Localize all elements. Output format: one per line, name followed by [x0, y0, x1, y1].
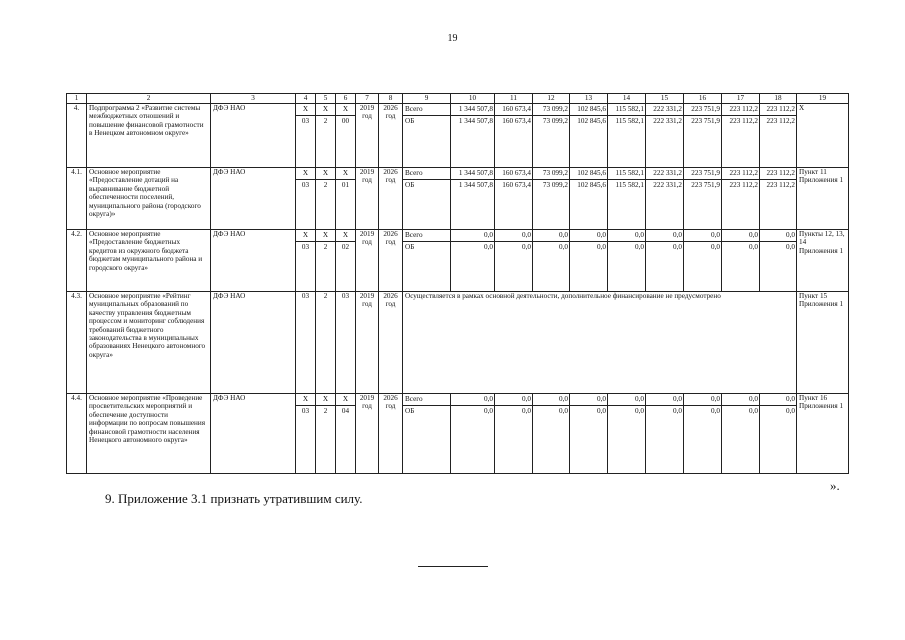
code-c4: [296, 394, 316, 474]
code-c4: [296, 230, 316, 292]
column-number: 4: [296, 94, 316, 104]
amount-cell: [495, 230, 533, 292]
amount-value: 0,0: [570, 241, 607, 253]
cell-line: 01: [336, 179, 355, 191]
amount-cell: [451, 168, 495, 230]
amount-value: 0,0: [522, 395, 531, 403]
amount-value: 223 112,2: [766, 169, 795, 177]
amount-cell: [533, 230, 570, 292]
start-year: 2019 год: [356, 292, 379, 394]
start-year: 2019 год: [356, 230, 379, 292]
column-number: 5: [316, 94, 336, 104]
code-c5: [316, 230, 336, 292]
event-name: Основное мероприятие «Предоставление бюджетных кредитов из окружного бюджета бюджетам муниципального района и городского округа»: [87, 230, 211, 292]
code-c6: [336, 168, 356, 230]
amount-cell: [760, 230, 797, 292]
amount-value: 223 751,9: [691, 169, 720, 177]
amount-value: 0,0: [646, 241, 683, 253]
funding-source: [403, 230, 451, 292]
amount-value: 0,0: [522, 231, 531, 239]
code-c6: 03: [336, 292, 356, 394]
executor: ДФЭ НАО: [211, 230, 296, 292]
amount-value: 0,0: [684, 405, 721, 417]
amount-cell: [646, 394, 684, 474]
cell-line: Х: [302, 105, 309, 113]
amount-value: 0,0: [484, 231, 493, 239]
column-number: 13: [570, 94, 608, 104]
executor: ДФЭ НАО: [211, 168, 296, 230]
amount-value: 0,0: [673, 395, 682, 403]
amount-cell: [608, 104, 646, 168]
funding-source: [403, 104, 451, 168]
cell-line: ОБ: [403, 179, 450, 191]
amount-cell: [646, 104, 684, 168]
column-number: 12: [533, 94, 570, 104]
cell-line: 2: [316, 179, 335, 191]
amount-value: 0,0: [597, 395, 606, 403]
cell-line: Х: [342, 395, 349, 403]
amount-cell: [533, 104, 570, 168]
cell-line: 00: [336, 115, 355, 127]
row-number: 4.4.: [67, 394, 87, 474]
amount-cell: [451, 104, 495, 168]
amount-cell: [760, 168, 797, 230]
code-c5: [316, 168, 336, 230]
cell-line: Х: [302, 395, 309, 403]
program-reference: Пункт 16 Приложения 1: [797, 394, 849, 474]
column-number: 8: [379, 94, 403, 104]
row-number: 4.: [67, 104, 87, 168]
program-reference: Пункты 12, 13, 14 Приложения 1: [797, 230, 849, 292]
amount-cell: [608, 168, 646, 230]
cell-line: ОБ: [403, 115, 450, 127]
amount-value: 160 673,4: [502, 169, 531, 177]
amount-value: 0,0: [533, 405, 569, 417]
amount-value: 102 845,6: [577, 105, 606, 113]
row-number: 4.2.: [67, 230, 87, 292]
amount-value: 115 582,1: [608, 179, 645, 191]
amount-value: 0,0: [646, 405, 683, 417]
column-number: 14: [608, 94, 646, 104]
amount-value: 222 331,2: [646, 115, 683, 127]
amount-value: 0,0: [786, 395, 795, 403]
amount-cell: [570, 104, 608, 168]
amount-value: 115 582,1: [615, 169, 644, 177]
amount-cell: [451, 230, 495, 292]
amount-value: 0,0: [451, 405, 494, 417]
merged-note: Осуществляется в рамках основной деятельности, дополнительное финансирование не предусмотрено: [403, 292, 797, 394]
cell-line: Всего: [405, 169, 423, 177]
amount-value: 0,0: [635, 231, 644, 239]
amount-value: 0,0: [711, 395, 720, 403]
amount-value: 0,0: [635, 395, 644, 403]
amount-value: 0,0: [749, 231, 758, 239]
amount-value: 0,0: [749, 395, 758, 403]
amount-value: 0,0: [673, 231, 682, 239]
cell-line: Всего: [405, 105, 423, 113]
amount-value: 223 112,2: [760, 115, 796, 127]
code-c6: [336, 394, 356, 474]
amount-cell: [684, 104, 722, 168]
cell-line: 2: [316, 241, 335, 253]
amount-value: 0,0: [760, 241, 796, 253]
cell-line: 02: [336, 241, 355, 253]
cell-line: 2: [316, 115, 335, 127]
closing-quote: ».: [830, 478, 840, 493]
cell-line: Х: [302, 231, 309, 239]
cell-line: Х: [342, 105, 349, 113]
column-number: 17: [722, 94, 760, 104]
cell-line: Х: [322, 231, 329, 239]
code-c5: [316, 394, 336, 474]
table-row: [67, 394, 849, 474]
cell-line: Х: [322, 395, 329, 403]
budget-table: [66, 93, 849, 474]
code-c4: [296, 168, 316, 230]
end-year: 2026 год: [379, 168, 403, 230]
amount-cell: [760, 104, 797, 168]
funding-source: [403, 394, 451, 474]
row-number: 4.1.: [67, 168, 87, 230]
executor: ДФЭ НАО: [211, 292, 296, 394]
event-name: Основное мероприятие «Проведение просветительских мероприятий и обеспечение доступности информации по вопросам повышения финансовой грамотности населения Ненецкого автономного округа»: [87, 394, 211, 474]
cell-line: Х: [302, 169, 309, 177]
amount-value: 0,0: [533, 241, 569, 253]
amount-value: 0,0: [711, 231, 720, 239]
column-number: 3: [211, 94, 296, 104]
amount-cell: [722, 394, 760, 474]
end-year: 2026 год: [379, 230, 403, 292]
amount-value: 1 344 507,8: [451, 115, 494, 127]
code-c6: [336, 230, 356, 292]
cell-line: Х: [342, 169, 349, 177]
amount-value: 0,0: [722, 405, 759, 417]
amount-value: 102 845,6: [570, 115, 607, 127]
amount-value: 223 112,2: [722, 115, 759, 127]
amount-cell: [570, 168, 608, 230]
amount-value: 102 845,6: [570, 179, 607, 191]
code-c6: [336, 104, 356, 168]
amount-value: 160 673,4: [495, 179, 532, 191]
amount-value: 115 582,1: [615, 105, 644, 113]
table-row: [67, 104, 849, 168]
amount-value: 73 099,2: [533, 115, 569, 127]
amount-cell: [646, 230, 684, 292]
amount-cell: [722, 230, 760, 292]
amount-value: 222 331,2: [653, 169, 682, 177]
amount-cell: [722, 168, 760, 230]
end-year: 2026 год: [379, 394, 403, 474]
amount-value: 0,0: [570, 405, 607, 417]
amount-value: 223 112,2: [766, 105, 795, 113]
start-year: 2019 год: [356, 168, 379, 230]
amount-value: 0,0: [684, 241, 721, 253]
amount-value: 0,0: [608, 405, 645, 417]
column-number: 7: [356, 94, 379, 104]
table-row: [67, 292, 849, 394]
amount-value: 222 331,2: [646, 179, 683, 191]
column-number: 19: [797, 94, 849, 104]
program-reference: Х: [797, 104, 849, 168]
cell-line: 04: [336, 405, 355, 417]
executor: ДФЭ НАО: [211, 104, 296, 168]
amount-value: 223 112,2: [760, 179, 796, 191]
event-name: Основное мероприятие «Предоставление дотаций на выравнивание бюджетной обеспеченности поселений, муниципального района (городского округа)»: [87, 168, 211, 230]
amount-value: 222 331,2: [653, 105, 682, 113]
amount-value: 0,0: [559, 395, 568, 403]
amount-value: 0,0: [484, 395, 493, 403]
amount-cell: [495, 394, 533, 474]
program-reference: Пункт 15 Приложения 1: [797, 292, 849, 394]
amount-cell: [722, 104, 760, 168]
cell-line: Х: [322, 105, 329, 113]
table-row: [67, 168, 849, 230]
page-number: 19: [447, 33, 458, 44]
code-c5: [316, 104, 336, 168]
cell-line: 03: [296, 405, 315, 417]
cell-line: ОБ: [403, 405, 450, 417]
amount-cell: [495, 168, 533, 230]
amount-value: 73 099,2: [542, 105, 568, 113]
amount-value: 0,0: [608, 241, 645, 253]
amount-value: 160 673,4: [495, 115, 532, 127]
end-year: 2026 год: [379, 292, 403, 394]
amount-value: 0,0: [786, 231, 795, 239]
table-row: [67, 230, 849, 292]
amount-cell: [533, 394, 570, 474]
header-row: [67, 94, 849, 104]
program-reference: Пункт 11 Приложения 1: [797, 168, 849, 230]
column-number: 18: [760, 94, 797, 104]
column-number: 15: [646, 94, 684, 104]
start-year: 2019 год: [356, 104, 379, 168]
amount-value: 0,0: [451, 241, 494, 253]
amount-value: 223 112,2: [722, 179, 759, 191]
cell-line: 03: [296, 115, 315, 127]
cell-line: Всего: [405, 231, 423, 239]
amount-cell: [684, 230, 722, 292]
column-number: 6: [336, 94, 356, 104]
amount-value: 0,0: [495, 405, 532, 417]
amount-value: 223 751,9: [684, 115, 721, 127]
cell-line: Х: [342, 231, 349, 239]
item-9-text: 9. Приложение 3.1 признать утратившим силу.: [105, 491, 363, 506]
amount-value: 223 751,9: [684, 179, 721, 191]
amount-cell: [533, 168, 570, 230]
cell-line: 03: [296, 241, 315, 253]
amount-value: 0,0: [495, 241, 532, 253]
cell-line: Х: [322, 169, 329, 177]
column-number: 9: [403, 94, 451, 104]
amount-value: 0,0: [760, 405, 796, 417]
amount-value: 102 845,6: [577, 169, 606, 177]
amount-cell: [684, 168, 722, 230]
amount-value: 1 344 507,8: [458, 169, 493, 177]
cell-line: 03: [296, 179, 315, 191]
amount-value: 73 099,2: [542, 169, 568, 177]
amount-value: 223 112,2: [729, 169, 758, 177]
amount-cell: [495, 104, 533, 168]
cell-line: Всего: [405, 395, 423, 403]
amount-value: 1 344 507,8: [458, 105, 493, 113]
amount-value: 160 673,4: [502, 105, 531, 113]
amount-cell: [570, 394, 608, 474]
amount-cell: [608, 230, 646, 292]
amount-cell: [451, 394, 495, 474]
amount-value: 1 344 507,8: [451, 179, 494, 191]
code-c4: 03: [296, 292, 316, 394]
funding-source: [403, 168, 451, 230]
code-c5: 2: [316, 292, 336, 394]
start-year: 2019 год: [356, 394, 379, 474]
event-name: Основное мероприятие «Рейтинг муниципальных образований по качеству управления бюджетным процессом и мониторинг соблюдения требований бюджетного законодательства в муниципальных образованиях Ненецкого автономного округа»: [87, 292, 211, 394]
separator-line: [418, 566, 488, 567]
amount-value: 73 099,2: [533, 179, 569, 191]
event-name: Подпрограмма 2 «Развитие системы межбюджетных отношений и повышение финансовой грамотности в Ненецком автономном округе»: [87, 104, 211, 168]
column-number: 2: [87, 94, 211, 104]
cell-line: 2: [316, 405, 335, 417]
code-c4: [296, 104, 316, 168]
end-year: 2026 год: [379, 104, 403, 168]
column-number: 10: [451, 94, 495, 104]
amount-cell: [608, 394, 646, 474]
amount-cell: [760, 394, 797, 474]
cell-line: ОБ: [403, 241, 450, 253]
amount-value: 223 751,9: [691, 105, 720, 113]
amount-value: 0,0: [559, 231, 568, 239]
executor: ДФЭ НАО: [211, 394, 296, 474]
column-number: 11: [495, 94, 533, 104]
amount-value: 115 582,1: [608, 115, 645, 127]
amount-value: 0,0: [597, 231, 606, 239]
column-number: 1: [67, 94, 87, 104]
row-number: 4.3.: [67, 292, 87, 394]
column-number: 16: [684, 94, 722, 104]
amount-value: 223 112,2: [729, 105, 758, 113]
amount-value: 0,0: [722, 241, 759, 253]
amount-cell: [570, 230, 608, 292]
amount-cell: [646, 168, 684, 230]
amount-cell: [684, 394, 722, 474]
